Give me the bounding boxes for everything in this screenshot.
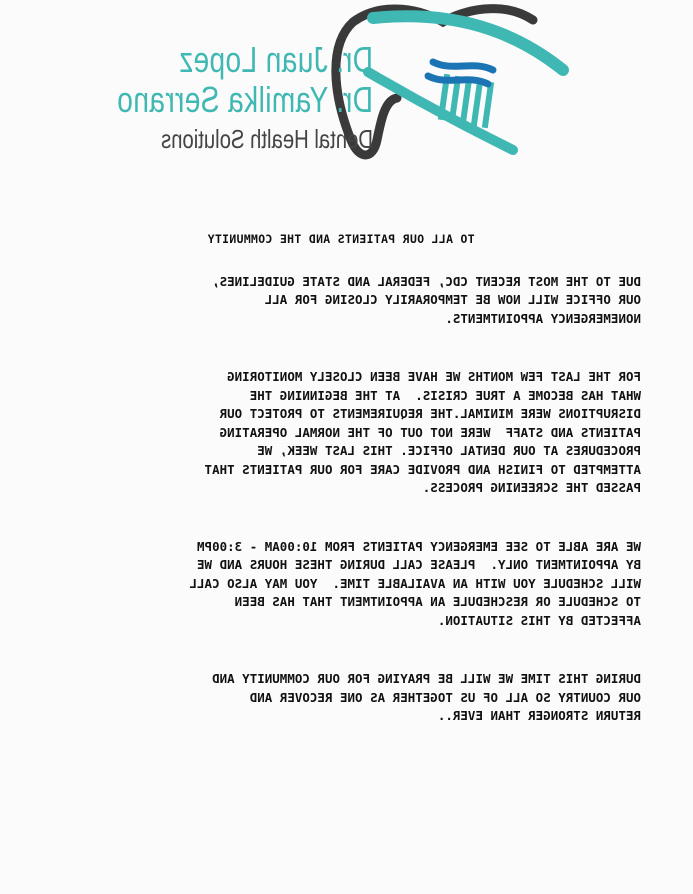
doctor-name-2: Dr. Yamilka Serrano <box>116 79 373 120</box>
practice-tagline: Dental Health Solutions <box>161 124 373 154</box>
paragraph-emergency-hours: WE ARE ABLE TO SEE EMERGENCY PATIENTS FROM 10:00AM - 3:00PM BY APPOINTMENT ONLY. PLEASE CALL DURING THESE HOURS AND WE WILL SCHEDULE YOU WITH AN AVAILABLE TIME. YOU MAY ALSO CALL TO SCHEDULE OR RESCHEDULE AN APPOINTMENT THAT HAS BEEN AFFECTED BY THIS SITUATION. <box>189 538 641 628</box>
paragraph-monitoring: FOR THE LAST FEW MONTHS WE HAVE BEEN CLOSELY MONITORING WHAT HAS BECOME A TRUE CRISIS. AT THE BEGINNING THE DISRUPTIONS WERE MINIMAL.THE REQUIREMENTS TO PROTECT OUR PATIENTS AND STAFF WERE NOT OUT OF THE NORMAL OPERATING PROCEDURES AT OUR DENTAL OFFICE. THIS LAST WEEK, WE ATTEMPTED TO FINISH AND PROVIDE CARE FOR OUR PATIENTS THAT PASSED THE SCREENING PROCESS. <box>204 369 641 495</box>
logo-text <box>116 39 373 154</box>
doctor-name-1: Dr. Juan Lopez <box>178 39 373 80</box>
letter-body <box>41 230 641 766</box>
paragraph-closing: DURING THIS TIME WE WILL BE PRAYING FOR OUR COMMUNITY AND OUR COUNTRY SO ALL OF US TOGETHER AS ONE RECOVER AND RETURN STRONGER THAN EVER.. <box>212 671 641 723</box>
practice-logo <box>0 0 693 180</box>
paragraph-closure: DUE TO THE MOST RECENT CDC, FEDERAL AND STATE GUIDELINES, OUR OFFICE WILL NOW BE TEMPORARILY CLOSING FOR ALL NONEMERGENCY APPOINTMENTS. <box>212 273 641 326</box>
letter-heading: TO ALL OUR PATIENTS AND THE COMMUNITY <box>207 232 475 246</box>
